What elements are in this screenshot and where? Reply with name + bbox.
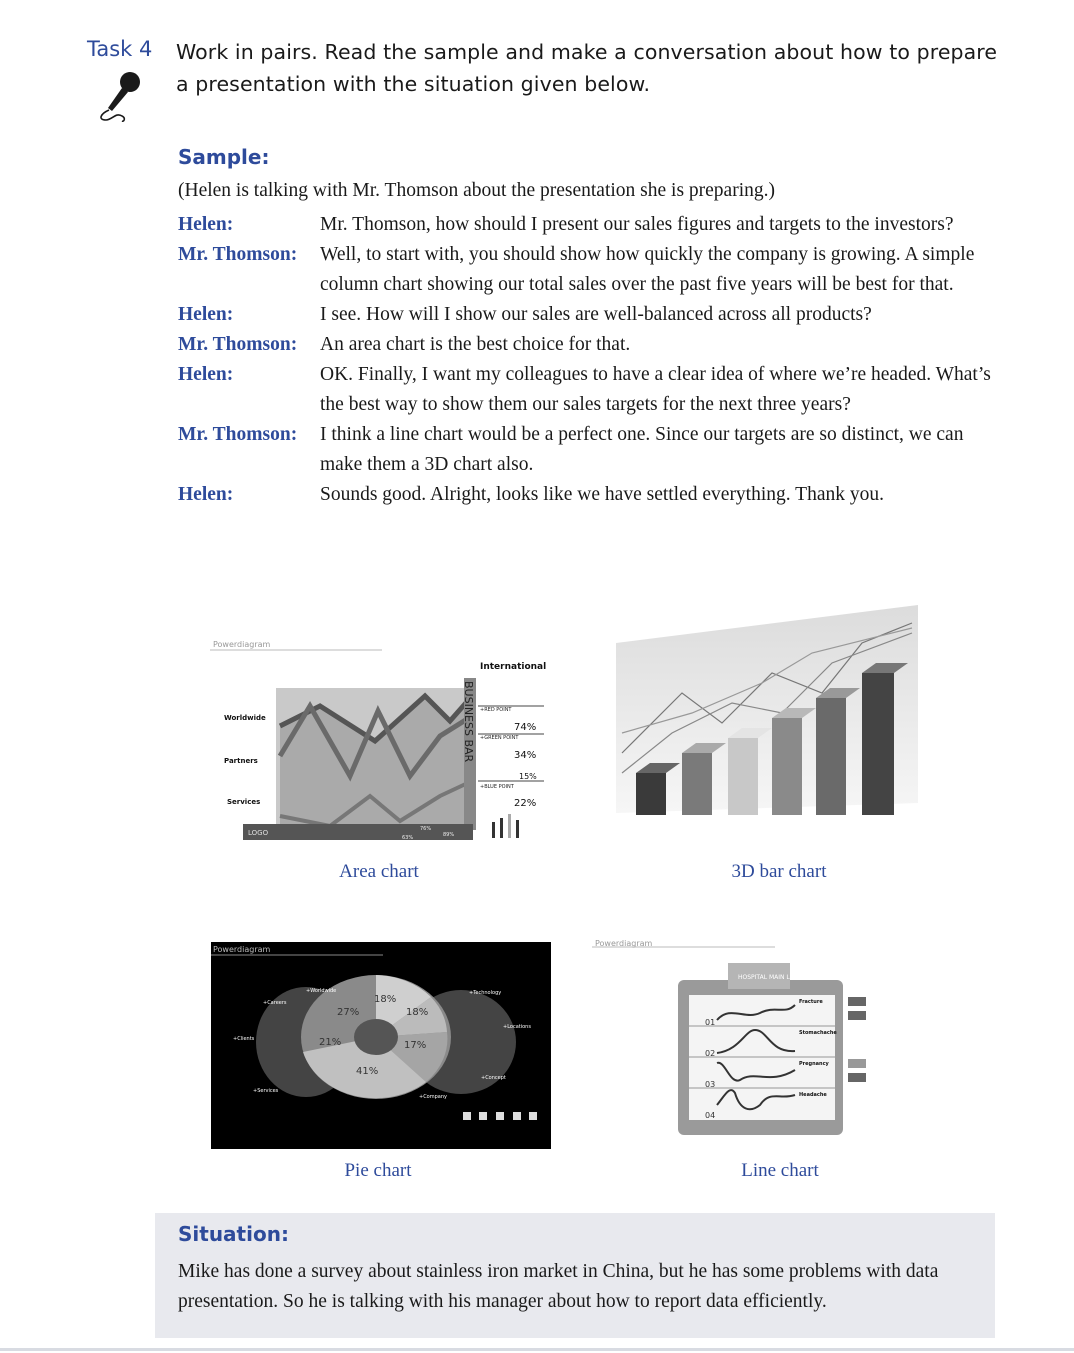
speaker: Mr. Thomson: xyxy=(178,424,298,445)
hospital-title: HOSPITAL MAIN LIST xyxy=(738,974,800,981)
dialogue-turn xyxy=(178,420,998,480)
row-number: 04 xyxy=(705,1111,716,1120)
segment-label: +Clients xyxy=(233,1036,255,1042)
percent-label: 22% xyxy=(514,798,537,809)
microphone-icon xyxy=(98,70,146,122)
dialogue-turn xyxy=(178,480,998,510)
area-chart-image xyxy=(210,636,546,846)
left-label: Services xyxy=(227,798,261,806)
speaker: Mr. Thomson: xyxy=(178,334,298,355)
pie-chart-caption: Pie chart xyxy=(344,1160,412,1181)
percent-label: 15% xyxy=(519,772,537,781)
segment-label: +Services xyxy=(253,1088,279,1094)
situation-heading: Situation: xyxy=(178,1222,289,1246)
point-label: +RED POINT xyxy=(480,707,512,713)
speaker: Helen: xyxy=(178,304,234,325)
dialogue-line: I see. How will I show our sales are well-balanced across all products? xyxy=(320,304,872,325)
percent-label: 34% xyxy=(514,750,537,761)
segment-label: +Locations xyxy=(503,1024,531,1030)
dialogue xyxy=(178,210,998,510)
point-label: +BLUE POINT xyxy=(480,784,514,790)
segment-label: +Careers xyxy=(263,1000,287,1006)
task-instruction: Work in pairs. Read the sample and make a conversation about how to prepare a presentation with the situation given below. xyxy=(176,40,998,96)
pie-chart-image xyxy=(211,942,551,1149)
dialogue-turn xyxy=(178,240,998,300)
speaker: Helen: xyxy=(178,364,234,385)
sample-heading: Sample: xyxy=(178,145,270,169)
row-label: Stomachache xyxy=(799,1030,837,1036)
percent-label: 89% xyxy=(443,832,455,838)
line-chart-image xyxy=(590,935,920,1145)
speaker: Mr. Thomson: xyxy=(178,244,298,265)
dialogue-line: I think a line chart would be a perfect one. Since our targets are so distinct, we can make them a 3D chart also. xyxy=(320,424,964,475)
percent-label: 27% xyxy=(337,1007,360,1018)
segment-label: +Concept xyxy=(481,1075,506,1081)
percent-label: 21% xyxy=(319,1037,342,1048)
3d-bar-chart-image xyxy=(612,603,924,858)
percent-label: 18% xyxy=(406,1007,429,1018)
brand-label: Powerdiagram xyxy=(213,640,271,649)
point-label: +GREEN POINT xyxy=(480,735,519,741)
dialogue-turn xyxy=(178,330,998,360)
dialogue-line: An area chart is the best choice for that. xyxy=(320,334,631,355)
percent-label: 18% xyxy=(374,994,397,1005)
row-number: 03 xyxy=(705,1080,716,1089)
left-label: Worldwide xyxy=(224,714,266,722)
3d-bar-chart-caption: 3D bar chart xyxy=(731,861,827,882)
percent-label: 17% xyxy=(404,1040,427,1051)
row-label: Headache xyxy=(799,1092,827,1098)
percent-label: 63% xyxy=(402,835,414,841)
brand-label: Powerdiagram xyxy=(595,939,653,948)
dialogue-line: Mr. Thomson, how should I present our sales figures and targets to the investors? xyxy=(320,214,954,235)
percent-label: 74% xyxy=(514,722,537,733)
row-label: Fracture xyxy=(799,999,823,1005)
bottom-divider xyxy=(0,1348,1074,1351)
row-number: 02 xyxy=(705,1049,716,1058)
area-chart-caption: Area chart xyxy=(339,861,419,882)
dialogue-line: Well, to start with, you should show how quickly the company is growing. A simple column chart showing our total sales over the past five years will be best for that. xyxy=(320,244,975,295)
sample-intro: (Helen is talking with Mr. Thomson about the presentation she is preparing.) xyxy=(178,180,775,201)
percent-label: 76% xyxy=(420,826,432,832)
international-label: International xyxy=(480,662,546,672)
logo-text: LOGO xyxy=(248,829,269,837)
segment-label: +Technology xyxy=(469,990,502,996)
situation-text: Mike has done a survey about stainless iron market in China, but he has some problems with data presentation. So he is talking with his manager about how to report data efficiently. xyxy=(178,1261,939,1312)
dialogue-turn xyxy=(178,360,998,420)
brand-label: Powerdiagram xyxy=(213,945,271,954)
segment-label: +Company xyxy=(419,1094,447,1100)
line-chart-caption: Line chart xyxy=(741,1160,819,1181)
dialogue-turn xyxy=(178,210,998,240)
dialogue-line: Sounds good. Alright, looks like we have settled everything. Thank you. xyxy=(320,484,884,505)
task-label: Task 4 xyxy=(87,37,153,61)
dialogue-turn xyxy=(178,300,998,330)
row-number: 01 xyxy=(705,1018,716,1027)
dialogue-line: OK. Finally, I want my colleagues to have a clear idea of where we’re headed. What’s the best way to show them our sales targets for the next three years? xyxy=(320,364,991,415)
percent-label: 41% xyxy=(356,1066,379,1077)
speaker: Helen: xyxy=(178,484,234,505)
speaker: Helen: xyxy=(178,214,234,235)
row-label: Pregnancy xyxy=(799,1061,829,1067)
left-label: Partners xyxy=(224,757,258,765)
segment-label: +Worldwide xyxy=(306,988,337,994)
situation-box xyxy=(155,1213,995,1338)
business-bar-label: BUSINESS BAR xyxy=(462,681,475,763)
